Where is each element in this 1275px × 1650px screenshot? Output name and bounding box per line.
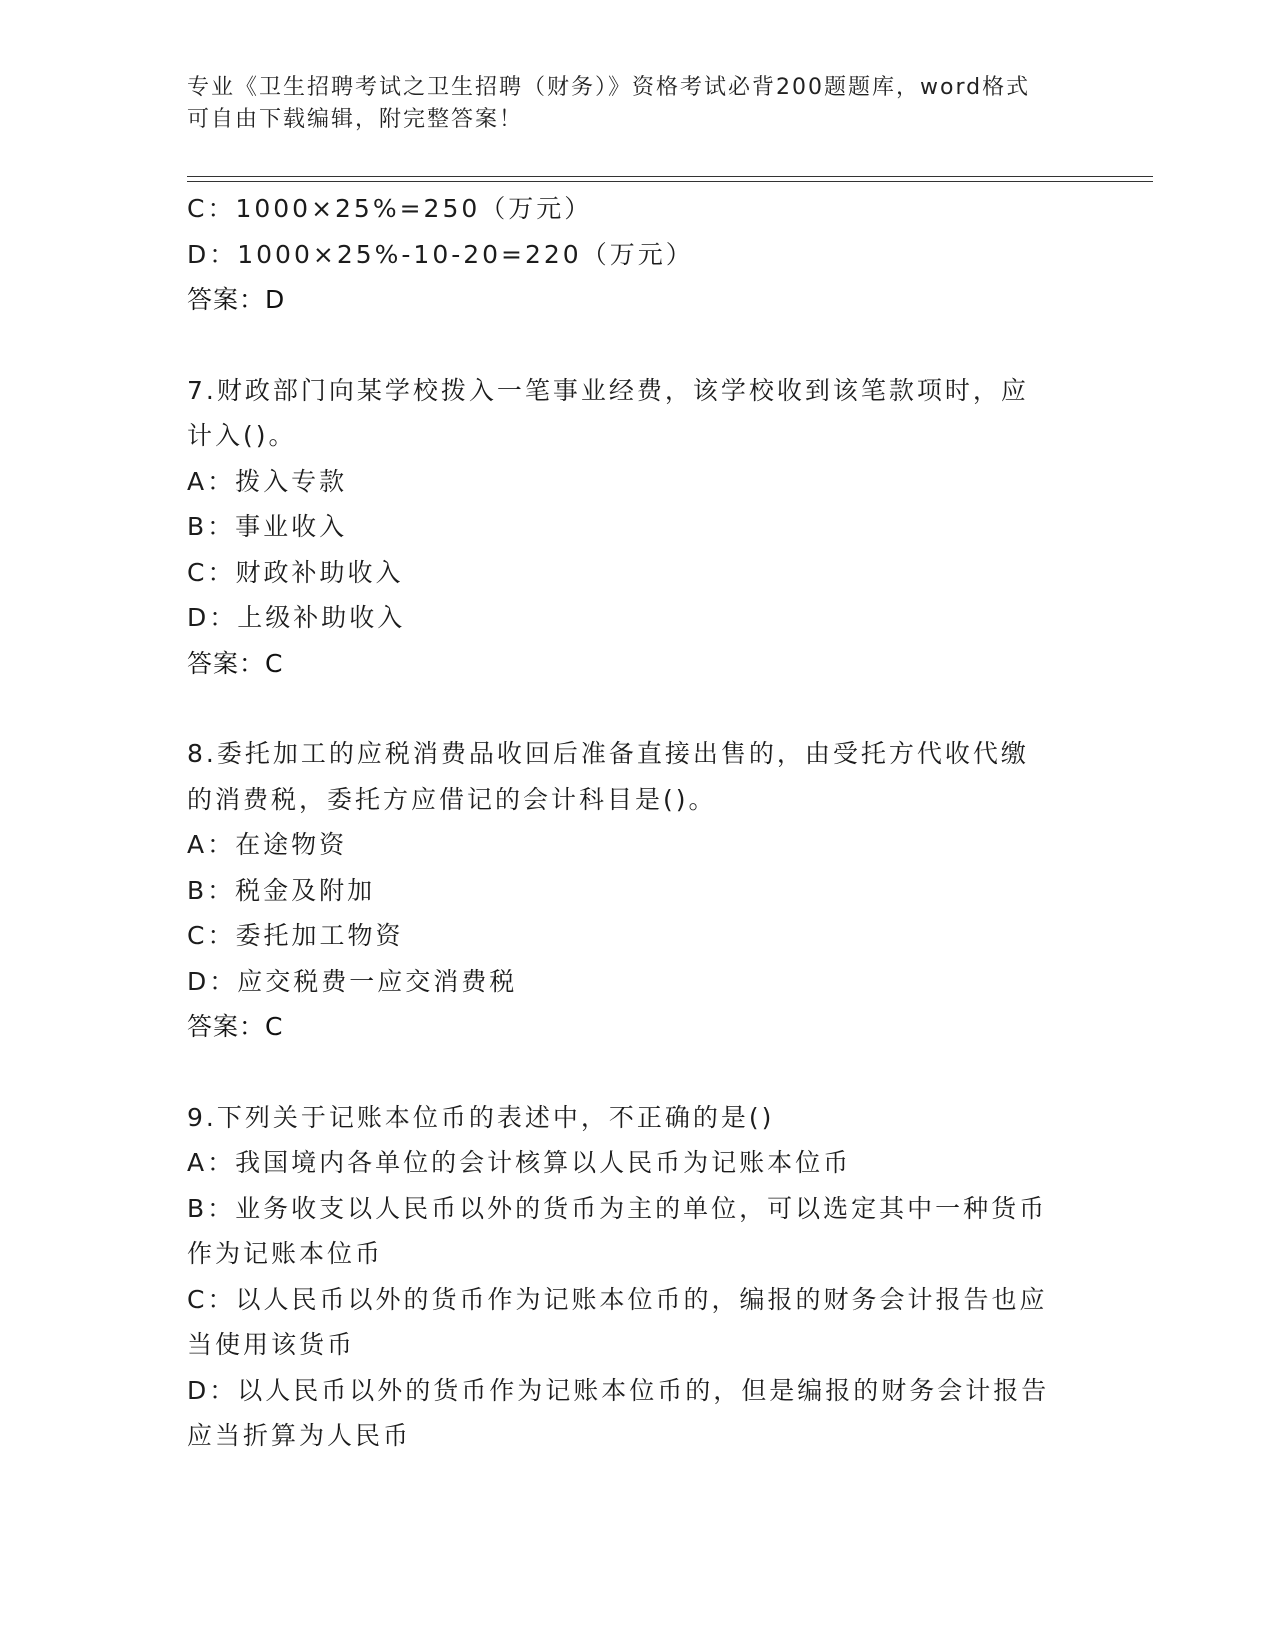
question-content [187, 186, 1067, 1459]
question-stem-continued: 的消费税，委托方应借记的会计科目是()。 [187, 784, 717, 814]
option-b: B：业务收支以人民币以外的货币为主的单位，可以选定其中一种货币 [187, 1193, 1048, 1223]
answer-line: 答案：C [187, 1012, 284, 1041]
option-d: D：以人民币以外的货币作为记账本位币的，但是编报的财务会计报告 [187, 1375, 1050, 1405]
option-c-continued: 当使用该货币 [187, 1330, 356, 1359]
question-8 [187, 731, 1067, 1050]
option-c: C：财政补助收入 [187, 557, 404, 587]
header-title-line-2: 可自由下载编辑，附完整答案！ [187, 107, 524, 132]
option-d: D：上级补助收入 [187, 603, 406, 632]
spacer [187, 686, 1067, 731]
answer-line: 答案：D [187, 285, 286, 314]
option-b: B：事业收入 [187, 512, 348, 541]
option-a: A：拨入专款 [187, 466, 348, 496]
option-c: C：以人民币以外的货币作为记账本位币的，编报的财务会计报告也应 [187, 1284, 1048, 1314]
question-9 [187, 1095, 1067, 1459]
page-header [187, 72, 1067, 136]
question-stem: 7.财政部门向某学校拨入一笔事业经费，该学校收到该笔款项时，应 [187, 375, 1029, 405]
option-d-continued: 应当折算为人民币 [187, 1421, 412, 1450]
spacer [187, 1050, 1067, 1095]
answer-line: 答案：C [187, 648, 284, 678]
spacer [187, 323, 1067, 368]
option-c: C：1000×25%=250（万元） [187, 194, 593, 223]
option-a: A：我国境内各单位的会计核算以人民币为记账本位币 [187, 1148, 852, 1177]
option-b-continued: 作为记账本位币 [187, 1239, 384, 1268]
header-title-line-1: 专业《卫生招聘考试之卫生招聘（财务）》资格考试必背200题题库，word格式 [187, 75, 1031, 100]
option-b: B：税金及附加 [187, 875, 376, 905]
option-a: A：在途物资 [187, 830, 348, 859]
question-7 [187, 368, 1067, 687]
option-d: D：1000×25%-10-20=220（万元） [187, 239, 694, 269]
question-stem: 8.委托加工的应税消费品收回后准备直接出售的，由受托方代收代缴 [187, 739, 1029, 768]
option-d: D：应交税费一应交消费税 [187, 966, 518, 996]
question-stem-continued: 计入()。 [187, 421, 297, 450]
question-stem: 9.下列关于记账本位币的表述中，不正确的是() [187, 1102, 775, 1132]
option-c: C：委托加工物资 [187, 921, 404, 950]
question-6-continued [187, 186, 1067, 323]
header-divider [187, 176, 1153, 182]
